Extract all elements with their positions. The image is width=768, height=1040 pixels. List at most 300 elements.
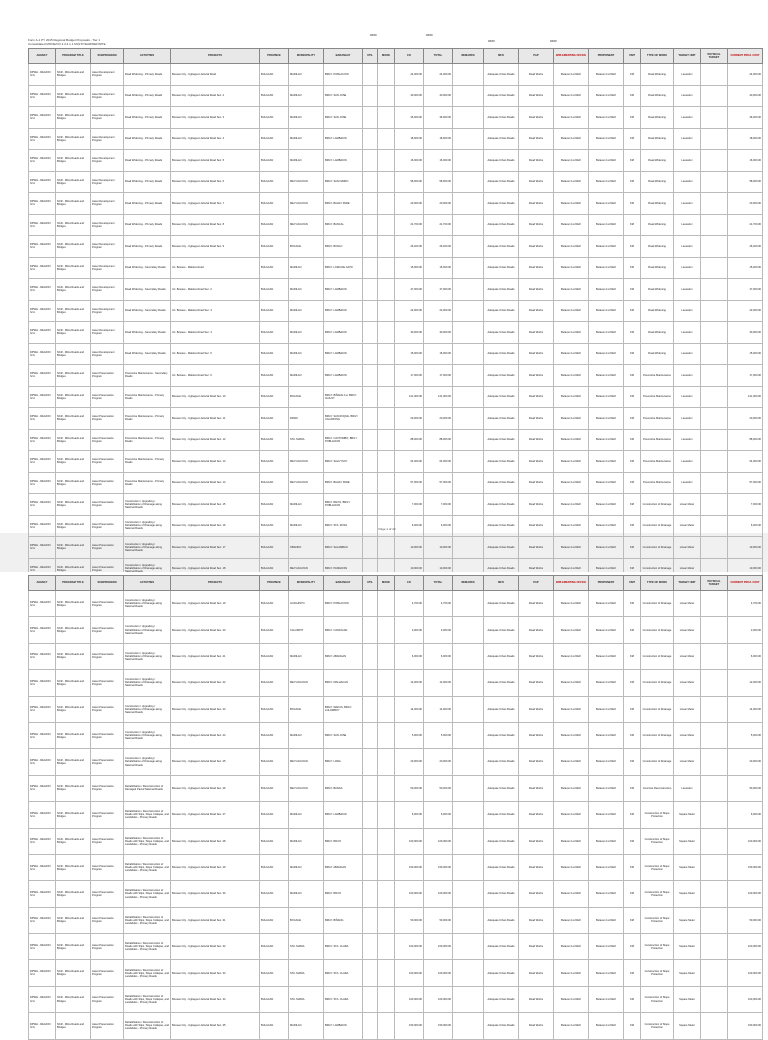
table-cell: Adequate Urban Roads	[484, 494, 519, 516]
table-cell	[378, 722, 395, 748]
table-cell: Road Widening - Secondary Roads	[124, 343, 171, 365]
table-cell: MARILAO	[289, 494, 324, 516]
table-cell: Bulacan 1st DEO	[554, 365, 589, 387]
table-cell: Asset Preservation Program	[91, 494, 124, 516]
table-row	[29, 257, 763, 279]
table-cell: BULACAN	[260, 802, 289, 828]
table-cell: 3,000.00	[728, 617, 763, 643]
table-cell: BRGY. LAMBAKIN	[324, 322, 363, 344]
table-cell: Road Works	[519, 881, 554, 907]
table-cell	[363, 236, 378, 258]
table-cell	[701, 408, 728, 430]
table-cell: MARILAO	[289, 279, 324, 301]
table-cell: Bulacan 1st DEO	[589, 696, 624, 722]
table-cell: Road Works	[519, 537, 554, 559]
header-amount-2: ####	[426, 33, 433, 37]
table-cell: Road Works	[519, 279, 554, 301]
table-cell: 22,000.00	[395, 300, 424, 322]
table-cell: Asset Preservation Program	[91, 365, 124, 387]
column-header: SUBPROGRAM	[91, 49, 124, 64]
table-cell: NCR - Mitra Roads and Bridges	[56, 171, 91, 193]
table-cell	[453, 907, 484, 933]
table-cell: 6,000.00	[424, 802, 453, 828]
column-header: TOTAL	[424, 49, 453, 64]
table-cell: DPWH - REGION IV-A	[29, 107, 56, 129]
table-cell	[701, 670, 728, 696]
table-cell: Construction of Slope Protection	[641, 828, 674, 854]
table-cell: Road Works	[519, 986, 554, 1012]
table-cell: Construction of Drainage	[641, 617, 674, 643]
document-subtitle: Consolidated MOOE/CO 2.3.4.1.1 MULTIYEAR/DEFINITE	[28, 42, 106, 46]
table-cell	[701, 828, 728, 854]
column-header: TOTAL	[424, 576, 453, 591]
column-header: AGENCY	[29, 576, 56, 591]
table-cell: Preventive Maintenance - Primary Roads	[124, 451, 171, 473]
table-cell: 57,000.00	[728, 472, 763, 494]
table-cell: Bulacan 1st DEO	[554, 193, 589, 215]
table-cell: DPWH - REGION IV-A	[29, 670, 56, 696]
table-cell	[363, 64, 378, 86]
table-cell: Adequate Urban Roads	[484, 343, 519, 365]
table-cell: Bulacan 1st DEO	[589, 775, 624, 801]
table-cell	[701, 591, 728, 617]
table-cell: 36,000.00	[424, 107, 453, 129]
table-cell: 100,000.00	[424, 960, 453, 986]
table-cell	[701, 257, 728, 279]
table-cell	[378, 643, 395, 669]
table-cell	[701, 515, 728, 537]
table-cell: 5,000.00	[424, 722, 453, 748]
table-cell	[701, 749, 728, 775]
table-cell: MARILAO	[289, 343, 324, 365]
table-cell: Road Works	[519, 107, 554, 129]
table-cell: 40,000.00	[395, 85, 424, 107]
table-cell: Asset Preservation Program	[91, 749, 124, 775]
table-cell: Asset Development Program	[91, 150, 124, 172]
table-cell: BULACAN	[260, 171, 289, 193]
table-cell: BULACAN	[260, 854, 289, 880]
table-cell: BRGY. SALAMBAO	[324, 537, 363, 559]
table-cell: BULACAN	[260, 828, 289, 854]
table-cell: 88,000.00	[424, 429, 453, 451]
column-header: TARGET UNIT	[674, 576, 701, 591]
table-cell: 21,700.00	[728, 214, 763, 236]
table-cell: Road Widening - Primary Roads	[124, 193, 171, 215]
table-cell: Lanes/km	[674, 451, 701, 473]
table-cell	[363, 907, 378, 933]
table-cell	[363, 537, 378, 559]
table-cell	[378, 365, 395, 387]
table-cell: KM	[624, 193, 641, 215]
table-cell: Adequate Urban Roads	[484, 64, 519, 86]
table-cell: Bulacan 1st DEO	[554, 907, 589, 933]
table-cell: BULACAN	[260, 365, 289, 387]
table-cell: 3,000.00	[395, 617, 424, 643]
table-cell: Lanes/km	[674, 150, 701, 172]
column-header: PROJECTS	[171, 576, 260, 591]
table-cell: 64,000.00	[395, 451, 424, 473]
table-cell	[701, 722, 728, 748]
table-cell: DPWH - REGION IV-A	[29, 171, 56, 193]
table-cell: Bulacan 1st DEO	[589, 150, 624, 172]
table-cell: Road Works	[519, 802, 554, 828]
table-cell: BRGY. STA. CLARA	[324, 960, 363, 986]
table-cell: Road Works	[519, 749, 554, 775]
table-cell: 21,700.00	[395, 214, 424, 236]
table-cell: Adequate Urban Roads	[484, 365, 519, 387]
table-cell: 22,000.00	[424, 300, 453, 322]
table-cell: BULACAN	[260, 107, 289, 129]
table-cell	[363, 494, 378, 516]
table-cell: Linear Meter	[674, 670, 701, 696]
table-cell: 4,700.00	[424, 591, 453, 617]
table-cell	[453, 986, 484, 1012]
table-cell: BULACAN	[260, 881, 289, 907]
table-cell: DPWH - REGION IV-A	[29, 722, 56, 748]
table-cell: BRGY. BIÑANG 1st, BRGY. IGULOT	[324, 386, 363, 408]
table-cell: Bocaue City - Ugbaguon Arterial Road Sec. 28	[171, 828, 260, 854]
table-cell: BULACAN	[260, 696, 289, 722]
table-cell: KM	[624, 300, 641, 322]
table-cell: MARILAO	[289, 257, 324, 279]
table-cell: Road Works	[519, 854, 554, 880]
table-cell: Asset Preservation Program	[91, 591, 124, 617]
table-cell: Bulacan 1st DEO	[589, 722, 624, 748]
table-cell: KM	[624, 802, 641, 828]
table-cell: 10,000.00	[395, 558, 424, 580]
table-cell	[378, 214, 395, 236]
table-cell: Bulacan 1st DEO	[589, 537, 624, 559]
table-cell: NCR - Mitra Roads and Bridges	[56, 107, 91, 129]
table-cell: Bocaue City - Ugbaguon Arterial Road Sec. 30	[171, 881, 260, 907]
table-cell: DPWH - REGION IV-A	[29, 64, 56, 86]
table-cell: Square Meter	[674, 881, 701, 907]
table-cell: Asset Development Program	[91, 107, 124, 129]
table-cell: MARILAO	[289, 150, 324, 172]
table-cell: BRGY. IBAYO, BRGY. POBLACION	[324, 494, 363, 516]
table-cell: Lanes/km	[674, 343, 701, 365]
table-cell: MARILAO	[289, 107, 324, 129]
table-cell	[453, 343, 484, 365]
column-header: PROGRAM TITLE	[56, 576, 91, 591]
table-cell: Bocaue City - Ugbaguon Arterial Road Sec. 7	[171, 193, 260, 215]
table-cell	[701, 1013, 728, 1039]
table-cell: Construction of Slope Protection	[641, 934, 674, 960]
table-cell: Bulacan 1st DEO	[554, 257, 589, 279]
table-cell: 50,000.00	[395, 775, 424, 801]
table-cell	[701, 934, 728, 960]
table-cell	[363, 386, 378, 408]
table-cell: GUIGUINTO	[289, 591, 324, 617]
table-cell: 20,000.00	[395, 193, 424, 215]
table-cell: DPWH - REGION IV-A	[29, 214, 56, 236]
table-cell: NCR - Mitra Roads and Bridges	[56, 429, 91, 451]
table-cell: Bulacan 1st DEO	[554, 343, 589, 365]
table-cell: NCR - Mitra Roads and Bridges	[56, 85, 91, 107]
table-cell	[378, 300, 395, 322]
table-cell: PANDI	[289, 408, 324, 430]
table-cell: 4,700.00	[395, 591, 424, 617]
table-cell: Rehabilitation / Reconstruction of Roads with Slips, Slope Collapse, and Landslides - Primary Roads	[124, 802, 171, 828]
table-cell: 26,400.00	[424, 236, 453, 258]
table-cell: Adequate Urban Roads	[484, 171, 519, 193]
table-cell	[701, 214, 728, 236]
table-cell: Adequate Urban Roads	[484, 386, 519, 408]
table-cell: DPWH - REGION IV-A	[29, 591, 56, 617]
table-cell: Square Meter	[674, 960, 701, 986]
table-cell: 150,000.00	[424, 1013, 453, 1039]
table-cell: Lanes/km	[674, 775, 701, 801]
table-cell	[363, 451, 378, 473]
table-cell: KM	[624, 494, 641, 516]
table-cell	[378, 1013, 395, 1039]
table-cell: BRGY. LAMBAKIN	[324, 343, 363, 365]
table-cell: BRGY. STA. CLARA	[324, 986, 363, 1012]
table-cell: MARILAO	[289, 643, 324, 669]
table-cell: Bocaue City - Ugbaguon Arterial Road Sec. 25	[171, 749, 260, 775]
table-cell: Bulacan 1st DEO	[554, 515, 589, 537]
table-cell: Asset Preservation Program	[91, 670, 124, 696]
table-cell: Bocaue City - Ugbaguon Arterial Road Sec. 19	[171, 591, 260, 617]
table-cell: Lanes/km	[674, 365, 701, 387]
table-cell	[363, 670, 378, 696]
column-header: TARGET UNIT	[674, 49, 701, 64]
table-cell: Lanes/km	[674, 171, 701, 193]
table-cell	[453, 408, 484, 430]
table-row	[29, 451, 763, 473]
table-cell: NCR - Mitra Roads and Bridges	[56, 960, 91, 986]
table-cell: Bulacan 1st DEO	[554, 171, 589, 193]
table-cell: Rehabilitation / Reconstruction of Roads with Slips, Slope Collapse, and Landslides - Primary Roads	[124, 934, 171, 960]
table-cell: BULACAN	[260, 617, 289, 643]
column-header: MUNICIPALITY	[289, 49, 324, 64]
column-header: CURRENT PROJ. COST	[728, 576, 763, 591]
table-cell: Bulacan 1st DEO	[589, 802, 624, 828]
table-cell: DPWH - REGION IV-A	[29, 429, 56, 451]
table-cell: 150,000.00	[728, 854, 763, 880]
table-cell: Bulacan 1st DEO	[589, 85, 624, 107]
table-cell: Linear Meter	[674, 696, 701, 722]
table-cell: MEYCAUAYAN	[289, 749, 324, 775]
table-cell	[378, 408, 395, 430]
table-cell: Asset Preservation Program	[91, 775, 124, 801]
table-cell: 20,000.00	[395, 408, 424, 430]
table-cell: DPWH - REGION IV-A	[29, 617, 56, 643]
table-cell	[701, 451, 728, 473]
table-cell: Bocaue City - Ugbaguon Arterial Road Sec. 23	[171, 696, 260, 722]
document-page-2	[28, 572, 761, 1031]
table-cell: BRGY. IBAYO	[324, 828, 363, 854]
table-cell	[363, 1013, 378, 1039]
table-cell: Road Widening - Primary Roads	[124, 128, 171, 150]
table-cell: KM	[624, 986, 641, 1012]
table-cell: Bocaue City - Ugbaguon Arterial Road Sec. 2	[171, 85, 260, 107]
table-cell: NCR - Mitra Roads and Bridges	[56, 775, 91, 801]
table-cell: Road Works	[519, 828, 554, 854]
table-cell: NCR - Mitra Roads and Bridges	[56, 236, 91, 258]
header-amount-1: ####	[370, 33, 377, 37]
table-cell: Preventive Maintenance	[641, 408, 674, 430]
table-cell: Asset Preservation Program	[91, 472, 124, 494]
table-cell: Bocaue City - Ugbaguon Arterial Road Sec. 17	[171, 537, 260, 559]
table-cell	[453, 64, 484, 86]
table-cell: MEYCAUAYAN	[289, 775, 324, 801]
table-cell: Road Works	[519, 515, 554, 537]
table-cell: CALUMPIT	[289, 617, 324, 643]
table-cell: Construction of Drainage	[641, 670, 674, 696]
table-cell: Bulacan 1st DEO	[554, 386, 589, 408]
table-cell: Asset Preservation Program	[91, 515, 124, 537]
table-cell: STA. MARIA	[289, 960, 324, 986]
table-cell: Road Widening - Secondary Roads	[124, 300, 171, 322]
table-cell	[378, 128, 395, 150]
column-header: REMARKS	[453, 49, 484, 64]
table-cell: Asset Development Program	[91, 128, 124, 150]
table-cell: Lanes/km	[674, 300, 701, 322]
column-header: PROJECTS	[171, 49, 260, 64]
table-cell: Bulacan 1st DEO	[554, 802, 589, 828]
table-cell: 150,000.00	[424, 854, 453, 880]
table-cell: BRGY. BAHAY PARE	[324, 193, 363, 215]
table-cell: MARILAO	[289, 322, 324, 344]
table-cell: Adequate Urban Roads	[484, 960, 519, 986]
table-cell: KM	[624, 279, 641, 301]
table-cell: Linear Meter	[674, 537, 701, 559]
table-cell: NCR - Mitra Roads and Bridges	[56, 257, 91, 279]
table-cell: Asset Development Program	[91, 64, 124, 86]
table-cell: 26,400.00	[728, 236, 763, 258]
table-cell: BRGY. CAYPOMBO, BRGY. POBLACION	[324, 429, 363, 451]
table-cell: BULACAN	[260, 986, 289, 1012]
table-cell: BULACAN	[260, 907, 289, 933]
table-cell	[701, 854, 728, 880]
table-cell: NCR - Mitra Roads and Bridges	[56, 881, 91, 907]
column-header: MFO	[484, 49, 519, 64]
table-cell: Bocaue City - Ugbaguon Arterial Road Sec. 10	[171, 386, 260, 408]
table-cell: DPWH - REGION IV-A	[29, 300, 56, 322]
table-cell	[701, 343, 728, 365]
table-cell: BULACAN	[260, 386, 289, 408]
table-cell: Adequate Urban Roads	[484, 696, 519, 722]
table-cell: BULACAN	[260, 429, 289, 451]
table-cell: MEYCAUAYAN	[289, 670, 324, 696]
table-cell	[453, 494, 484, 516]
table-cell: 36,000.00	[728, 107, 763, 129]
table-cell: Bulacan 1st DEO	[589, 617, 624, 643]
table-cell: BULACAN	[260, 591, 289, 617]
table-cell: 15,000.00	[728, 343, 763, 365]
table-cell: Road Works	[519, 775, 554, 801]
table-cell: KM	[624, 451, 641, 473]
table-cell: DPWH - REGION IV-A	[29, 193, 56, 215]
table-row	[29, 643, 763, 669]
table-cell	[378, 107, 395, 129]
table-cell	[378, 343, 395, 365]
table-cell: MARILAO	[289, 854, 324, 880]
table-cell: Bulacan 1st DEO	[589, 171, 624, 193]
table-cell: Construction of Slope Protection	[641, 960, 674, 986]
table-cell: Road Works	[519, 386, 554, 408]
table-cell: Bulacan 1st DEO	[554, 214, 589, 236]
table-cell: Road Works	[519, 558, 554, 580]
table-row	[29, 236, 763, 258]
table-cell: Construction of Slope Protection	[641, 986, 674, 1012]
table-cell: DPWH - REGION IV-A	[29, 960, 56, 986]
table-cell	[363, 986, 378, 1012]
table-cell	[453, 128, 484, 150]
table-cell	[701, 986, 728, 1012]
table-cell: Road Works	[519, 214, 554, 236]
table-cell: Road Works	[519, 670, 554, 696]
table-cell: DPWH - REGION IV-A	[29, 537, 56, 559]
table-cell: Construction / Upgrading / Rehabilitation of Drainage along National Roads	[124, 591, 171, 617]
table-cell: Adequate Urban Roads	[484, 749, 519, 775]
table-row	[29, 775, 763, 801]
table-cell: Adequate Urban Roads	[484, 322, 519, 344]
table-cell: Construction of Slope Protection	[641, 854, 674, 880]
table-cell: BRGY. LAMBAKIN	[324, 150, 363, 172]
table-cell: Bulacan 1st DEO	[554, 960, 589, 986]
table-cell: 20,000.00	[728, 749, 763, 775]
page-number: Page 1 of 42	[378, 527, 396, 531]
table-cell	[453, 696, 484, 722]
table-cell	[363, 515, 378, 537]
table-cell: BRGY. SAN JOSE	[324, 107, 363, 129]
table-row	[29, 300, 763, 322]
table-cell: NCR - Mitra Roads and Bridges	[56, 365, 91, 387]
table-cell: MARILAO	[289, 64, 324, 86]
table-cell: 150,000.00	[728, 1013, 763, 1039]
table-cell: Asset Preservation Program	[91, 907, 124, 933]
table-cell: 64,000.00	[728, 451, 763, 473]
table-cell: MEYCAUAYAN	[289, 171, 324, 193]
table-cell: 18,000.00	[728, 128, 763, 150]
table-cell: Concrete Reconstruction	[641, 775, 674, 801]
table-cell: KM	[624, 934, 641, 960]
table-cell: 20,000.00	[424, 193, 453, 215]
table-cell: NCR - Mitra Roads and Bridges	[56, 537, 91, 559]
table-cell	[378, 591, 395, 617]
table-cell: BOCAUE	[289, 386, 324, 408]
table-cell	[453, 854, 484, 880]
table-cell: Adequate Urban Roads	[484, 193, 519, 215]
column-header: PAP	[519, 49, 554, 64]
table-row	[29, 537, 763, 559]
table-cell: Bulacan 1st DEO	[554, 429, 589, 451]
table-cell	[701, 279, 728, 301]
table-cell: Lanes/km	[674, 85, 701, 107]
table-cell: Bocaue City - Ugbaguon Arterial Road Sec. 32	[171, 934, 260, 960]
table-cell: Adequate Urban Roads	[484, 802, 519, 828]
table-cell: Bulacan 1st DEO	[554, 494, 589, 516]
table-row	[29, 343, 763, 365]
table-cell: BULACAN	[260, 537, 289, 559]
table-cell: KM	[624, 670, 641, 696]
table-cell: KM	[624, 643, 641, 669]
table-cell	[378, 236, 395, 258]
table-cell: 10,000.00	[728, 537, 763, 559]
table-cell: Rehabilitation / Reconstruction of Roads with Slips, Slope Collapse, and Landslides - Primary Roads	[124, 986, 171, 1012]
table-cell: 100,000.00	[728, 881, 763, 907]
table-cell: 5,000.00	[728, 722, 763, 748]
table-cell	[363, 85, 378, 107]
table-cell: Bocaue City - Ugbaguon Arterial Road Sec. 12	[171, 429, 260, 451]
table-cell: 6,000.00	[728, 802, 763, 828]
table-cell: Road Widening	[641, 193, 674, 215]
table-cell	[363, 343, 378, 365]
table-cell: BRGY. BANGA	[324, 775, 363, 801]
table-cell: BULACAN	[260, 343, 289, 365]
